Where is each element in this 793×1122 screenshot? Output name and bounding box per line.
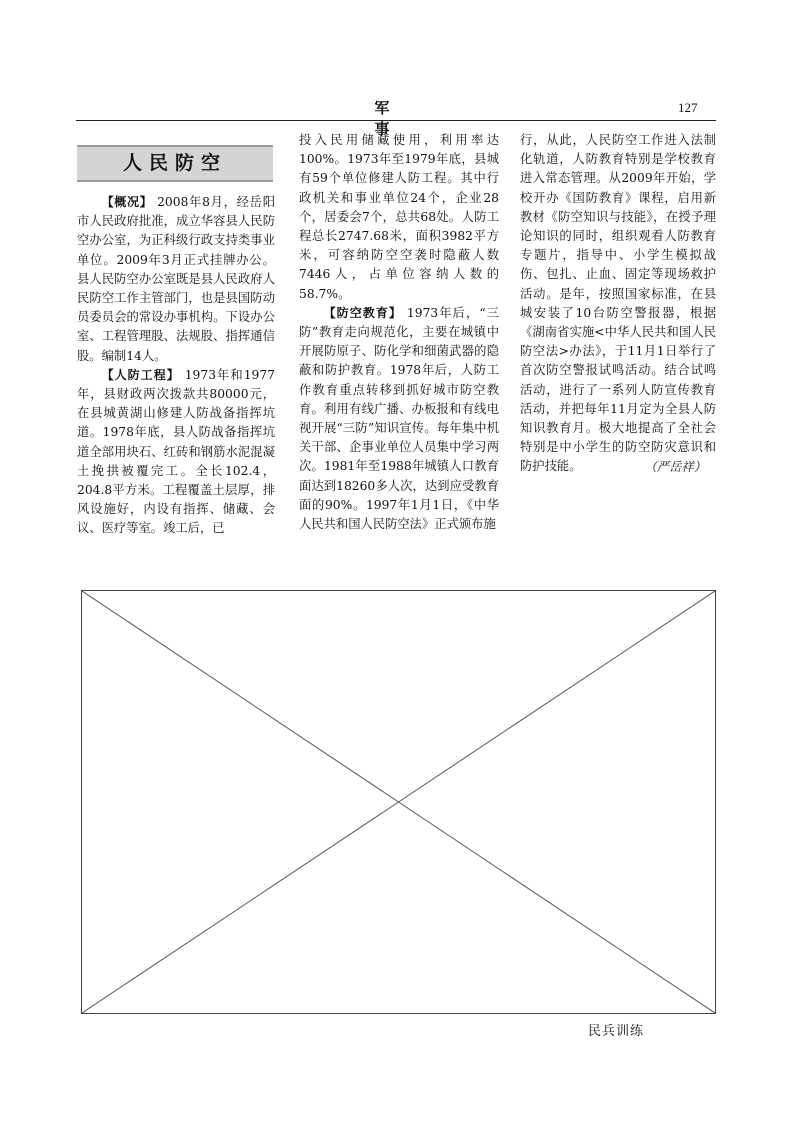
paragraph-heading-engineering: 【人防工程】 — [101, 367, 180, 382]
paragraph-heading-overview: 【概况】 — [101, 195, 153, 209]
page-number: 127 — [678, 100, 698, 115]
paragraph-heading-education: 【防空教育】 — [323, 305, 402, 320]
paragraph-engineering-continued: 投入民用储藏使用，利用率达100%。1973年至1979年底，县城有59个单位修建人防工程。其中行政机关和事业单位24个，企业28个，居委会7个，总共68处。人防工程总长2747.68米，面积3982平方米，可容纳防空空袭时隐蔽人数7446人，占单位容纳人数的58.7%。 — [299, 133, 499, 301]
paragraph-education — [299, 304, 499, 534]
text-column-3 — [520, 131, 716, 477]
running-header-title: 军 事 — [374, 99, 416, 138]
paragraph-text-overview: 2008年8月，经岳阳市人民政府批准，成立华容县人民防空办公室，为正科级行政支持类事业单位。2009年3月正式挂牌办公。县人民防空办公室既是县人民政府人民防空工作主管部门，也是县国防动员委员会的常设办事机构。下设办公室、工程管理股、法规股、指挥通信股。编制14人。 — [77, 195, 275, 363]
paragraph-education-continued: 行，从此，人民防空工作进入法制化轨道，人防教育特别是学校教育进入常态管理。从2009年开始，学校开办《国防教育》课程，启用新教材《防空知识与技能》，在授予理论知识的同时，组织观看人防教育专题片，指导中、小学生模拟战伤、包扎、止血、固定等现场救护活动。是年，按照国家标准，在县城安装了10台防空警报器，根据《湖南省实施<中华人民共和国人民防空法>办法》，于11月1日举行了首次防空警报试鸣活动。结合试鸣活动，进行了一系列人防宣传教育活动，并把每年11月定为全县人防知识教育月。极大地提高了全社会特别是中小学生的防空防灾意识和防护技能。 — [520, 133, 716, 474]
figure-caption: 民兵训练 — [588, 1024, 645, 1039]
text-column-2 — [299, 131, 499, 534]
header-divider — [76, 120, 716, 121]
text-column-1 — [77, 193, 275, 539]
photo-placeholder — [81, 590, 716, 1014]
placeholder-cross-icon — [82, 591, 715, 1013]
paragraph-overview — [77, 193, 275, 366]
paragraph-text-engineering: 1973年和1977年，县财政两次拨款共80000元，在县城黄湖山修建人防战备指挥坑道。1978年底，县人防战备指挥坑道全部用块石、红砖和钢筋水泥混凝土挽拱被覆完工。全长102.4，204.8平方米。工程覆盖土层厚，排风设施好，内设有指挥、储藏、会议、医疗等室。竣工后，已 — [77, 367, 275, 536]
author-name: （严岳祥） — [644, 459, 706, 474]
paragraph-text-education: 1973年后，“三防”教育走向规范化，主要在城镇中开展防原子、防化学和细菌武器的隐蔽和防护教育。1978年后，人防工作教育重点转移到抓好城市防空教育。利用有线广播、办板报和有线电视开展“三防”知识宣传。每年集中机关干部、企事业单位人员集中学习两次。1981年至1988年城镇人口教育面达到18260多人次，达到应受教育面的90%。1997年1月1日，《中华人民共和国人民防空法》正式颁布施 — [299, 305, 499, 532]
section-title: 人民防空 — [77, 145, 273, 182]
paragraph-engineering — [77, 366, 275, 539]
